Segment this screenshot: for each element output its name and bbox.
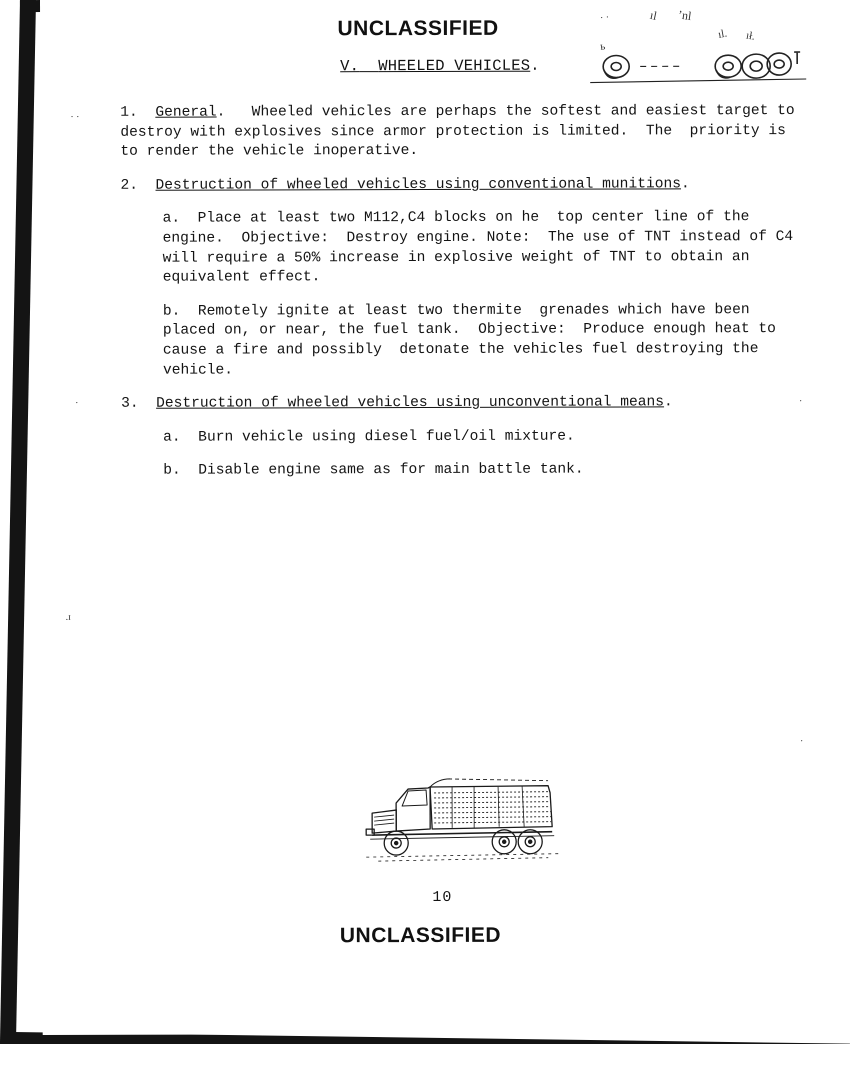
paragraph-3a-label: a. (163, 429, 181, 446)
paragraph-2a-text: Place at least two M112,C4 blocks on he top center line of the engine. Objective: Destroy engine. Note: The use of TNT instead of C4 will require a 50% increase in explosive weight of TNT to obtain an equivalent effect. (162, 209, 802, 286)
paragraph-2a (121, 208, 801, 288)
paragraph-2b (121, 301, 801, 381)
section-heading (340, 57, 540, 76)
paragraph-3-title: Destruction of wheeled vehicles using unconventional means (156, 394, 665, 412)
scan-margin-bottom (0, 1044, 850, 1082)
page-sheet (40, 0, 843, 1035)
scan-artifact-mark: ıl. (717, 27, 728, 41)
paragraph-3b (121, 460, 801, 481)
paragraph-3b-text: Disable engine same as for main battle tank. (180, 461, 584, 479)
classification-banner-bottom: UNCLASSIFIED (339, 923, 502, 948)
scan-artifact-mark: ıł. (745, 29, 756, 43)
paragraph-2b-text: Remotely ignite at least two thermite grenades which have been placed on, or near, the fuel tank. Objective: Produce enough heat to cause a fire and possibly detonate the vehicles fuel destroying the vehicle. (162, 301, 785, 379)
paragraph-1-text: Wheeled vehicles are perhaps the softest and easiest target to destroy with explosives since armor protection is limited. The priority is to render the vehicle inoperative. (120, 103, 804, 160)
paragraph-3a (121, 427, 801, 448)
classification-banner-top: UNCLASSIFIED (337, 16, 499, 41)
scan-artifact-mark: · (799, 396, 803, 408)
scan-edge-left (0, 0, 36, 1060)
paragraph-3-number: 3. (121, 395, 139, 412)
section-heading-title: WHEELED VEHICLES (378, 56, 531, 76)
scan-artifact-mark: ь (599, 40, 606, 53)
scan-artifact-mark: .ɪ (65, 611, 71, 623)
paragraph-1-period: . (216, 104, 226, 121)
paragraph-2 (120, 175, 800, 196)
paragraph-3-period: . (664, 394, 673, 411)
scan-artifact-mark: · (799, 736, 804, 748)
scan-artifact-mark: · (75, 397, 79, 409)
paragraph-3 (121, 393, 801, 414)
scan-artifact-mark: ıl (648, 7, 659, 23)
scan-artifact-mark: · · (70, 111, 80, 123)
scan-artifact-mark: ʼnl (677, 7, 693, 24)
paragraph-2a-label: a. (162, 211, 181, 228)
section-heading-number: V. (340, 57, 360, 76)
paragraph-1 (120, 102, 804, 163)
military-cargo-truck-illustration (352, 769, 582, 880)
paragraph-2-number: 2. (120, 177, 139, 194)
scan-doodle-wheels (580, 46, 810, 91)
paragraph-2b-label: b. (162, 303, 181, 320)
page-number: 10 (432, 888, 453, 906)
paragraph-1-title: General (155, 104, 217, 121)
paragraph-3a-text: Burn vehicle using diesel fuel/oil mixture. (180, 428, 575, 446)
scan-artifact-mark: · · (599, 12, 610, 24)
paragraph-1-number: 1. (120, 104, 138, 121)
section-heading-period: . (530, 56, 540, 75)
paragraph-3b-label: b. (163, 462, 181, 479)
document-body (120, 102, 804, 496)
paragraph-2-period: . (680, 176, 690, 193)
paragraph-2-title: Destruction of wheeled vehicles using conventional munitions (155, 176, 682, 194)
